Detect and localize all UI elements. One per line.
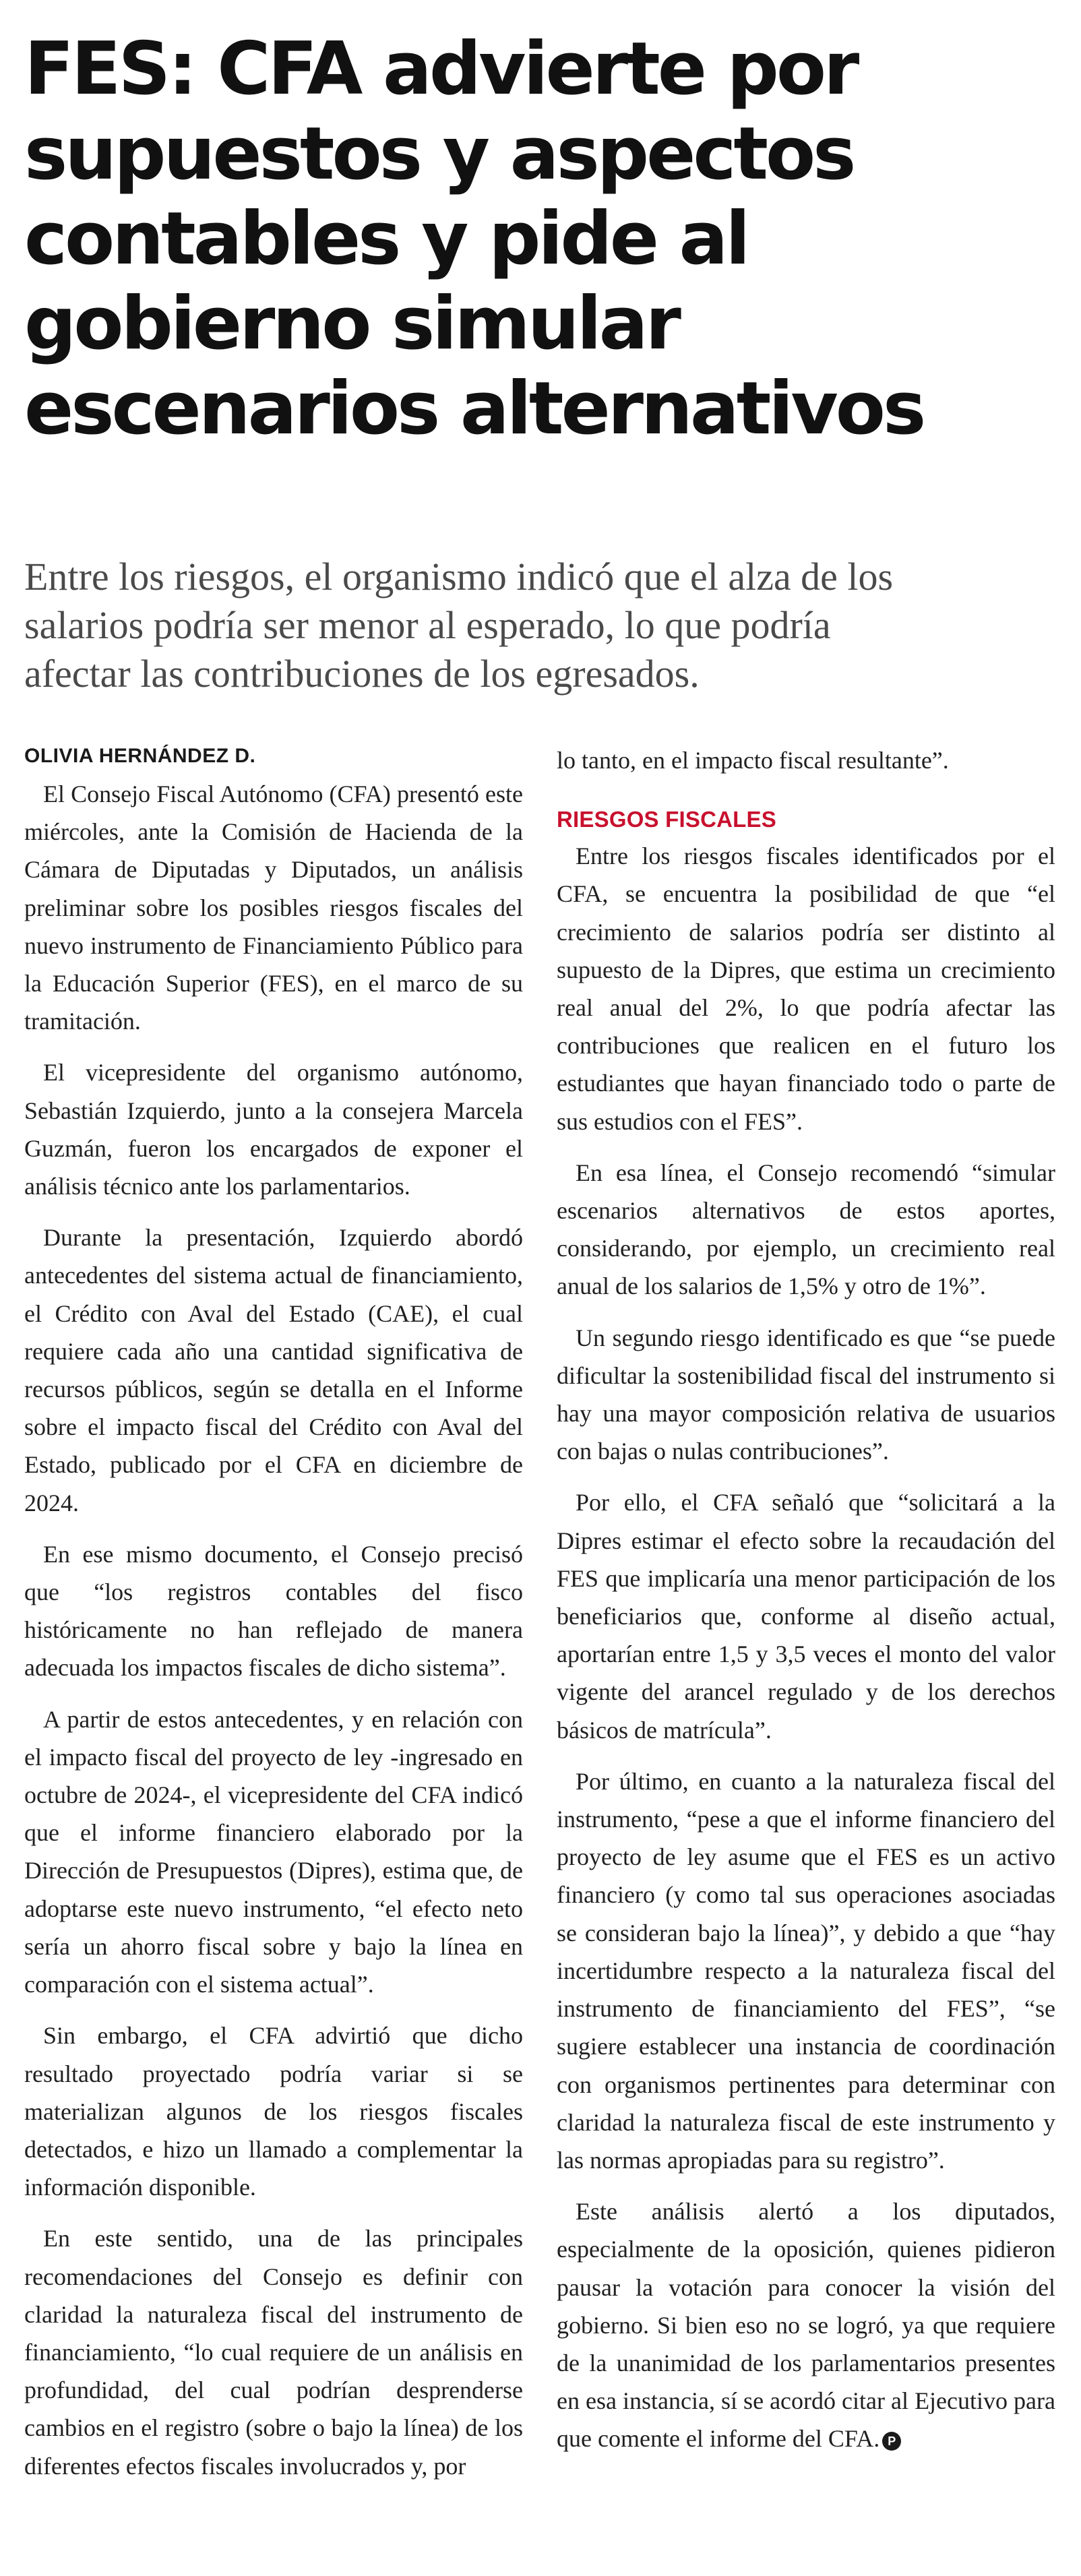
byline: OLIVIA HERNÁNDEZ D. [24, 745, 256, 767]
headline-line: contables y pide al [24, 197, 748, 281]
paragraph-last [557, 2192, 1055, 2457]
last-paragraph-text: Este análisis alertó a los diputados, especialmente de la oposición, quienes pidieron pausar la votación para conocer la visión del gobierno. Si bien eso no se logró, ya que requiere de la unanimidad de los parlamentarios presentes en esa instancia, sí se acordó citar al Ejecutivo para que comente el informe del CFA. [557, 2198, 1055, 2453]
lede-line: salarios podría ser menor al esperado, lo que podría [24, 603, 831, 647]
headline-line: supuestos y aspectos [24, 112, 854, 196]
headline [24, 27, 1022, 452]
body-columns [24, 741, 1055, 2498]
headline-line: FES: CFA advierte por [24, 27, 857, 111]
paragraph: Entre los riesgos fiscales identificados por el CFA, se encuentra la posibilidad de que “el crecimiento de salarios podría ser distinto al supuesto de la Dipres, que estima un crecimiento real anual del 2%, lo que podría afectar las contribuciones que realicen en el futuro los estudiantes que hayan financiado todo o parte de sus estudios con el FES”. [557, 842, 1055, 1135]
column-right [557, 741, 1055, 2498]
section-heading: RIESGOS FISCALES [557, 807, 776, 832]
paragraph: Por ello, el CFA señaló que “solicitará a la Dipres estimar el efecto sobre la recaudación del FES que implicaría una menor participación de los beneficiarios que, conforme al diseño actual, aportarían entre 1,5 y 3,5 veces el monto del valor vigente del arancel regulado y de los derechos básicos de matrícula”. [557, 1489, 1055, 1744]
lede-line: afectar las contribuciones de los egresados. [24, 652, 700, 696]
paragraph: Por último, en cuanto a la naturaleza fiscal del instrumento, “pese a que el informe financiero del proyecto de ley asume que el FES es un activo financiero (y como tal sus operaciones asociadas se consideran bajo la línea)”, y debido a que “hay incertidumbre respecto a la naturaleza fiscal del instrumento de financiamiento del FES”, “se sugiere establecer una instancia de coordinación con organismos pertinentes para determinar con claridad la naturaleza fiscal de este instrumento y las normas apropiadas para su registro”. [557, 1767, 1055, 2174]
paragraph: En este sentido, una de las principales recomendaciones del Consejo es definir con claridad la naturaleza fiscal del instrumento de financiamiento, “lo cual requiere de un análisis en profundidad, del cual podrían desprenderse cambios en el registro (sobre o bajo la línea) de los diferentes efectos fiscales involucrados y, por [24, 2225, 523, 2480]
paragraph: El vicepresidente del organismo autónomo, Sebastián Izquierdo, junto a la consejera Marcela Guzmán, fueron los encargados de exponer el análisis técnico ante los parlamentarios. [24, 1059, 523, 1200]
lede [24, 553, 1055, 698]
paragraph: En esa línea, el Consejo recomendó “simular escenarios alternativos de estos aportes, considerando, por ejemplo, un crecimiento real anual de los salarios de 1,5% y otro de 1%”. [557, 1159, 1055, 1300]
paragraph: En ese mismo documento, el Consejo precisó que “los registros contables del fisco históricamente no han reflejado de manera adecuada los impactos fiscales de dicho sistema”. [24, 1540, 523, 1682]
paragraph: A partir de estos antecedentes, y en relación con el impacto fiscal del proyecto de ley -ingresado en octubre de 2024-, el vicepresidente del CFA indicó que el informe financiero elaborado por la Dirección de Presupuestos (Dipres), estima que, de adoptarse este nuevo instrumento, “el efecto neto sería un ahorro fiscal sobre y bajo la línea en comparación con el sistema actual”. [24, 1705, 523, 1998]
paragraph: Sin embargo, el CFA advirtió que dicho resultado proyectado podría variar si se materializan algunos de los riesgos fiscales detectados, e hizo un llamado a complementar la información disponible. [24, 2022, 523, 2201]
paragraph-continuation: lo tanto, en el impacto fiscal resultante”. [557, 747, 949, 774]
headline-line: escenarios alternativos [24, 367, 924, 451]
paragraph: El Consejo Fiscal Autónomo (CFA) presentó este miércoles, ante la Comisión de Hacienda de la Cámara de Diputadas y Diputados, un análisis preliminar sobre los posibles riesgos fiscales del nuevo instrumento de Financiamiento Público para la Educación Superior (FES), en el marco de su tramitación. [24, 780, 523, 1035]
article [24, 27, 1057, 2480]
column-left [24, 741, 523, 2498]
lede-line: Entre los riesgos, el organismo indicó que el alza de los [24, 555, 894, 599]
headline-line: gobierno simular [24, 282, 679, 366]
paragraph: Durante la presentación, Izquierdo abordó antecedentes del sistema actual de financiamiento, el Crédito con Aval del Estado (CAE), el cual requiere cada año una cantidad significativa de recursos públicos, según se detalla en el Informe sobre el impacto fiscal del Crédito con Aval del Estado, publicado por el CFA en diciembre de 2024. [24, 1224, 523, 1516]
paragraph: Un segundo riesgo identificado es que “se puede dificultar la sostenibilidad fiscal del instrumento si hay una mayor composición relativa de usuarios con bajas o nulas contribuciones”. [557, 1324, 1055, 1465]
end-mark-icon: P [882, 2432, 901, 2451]
